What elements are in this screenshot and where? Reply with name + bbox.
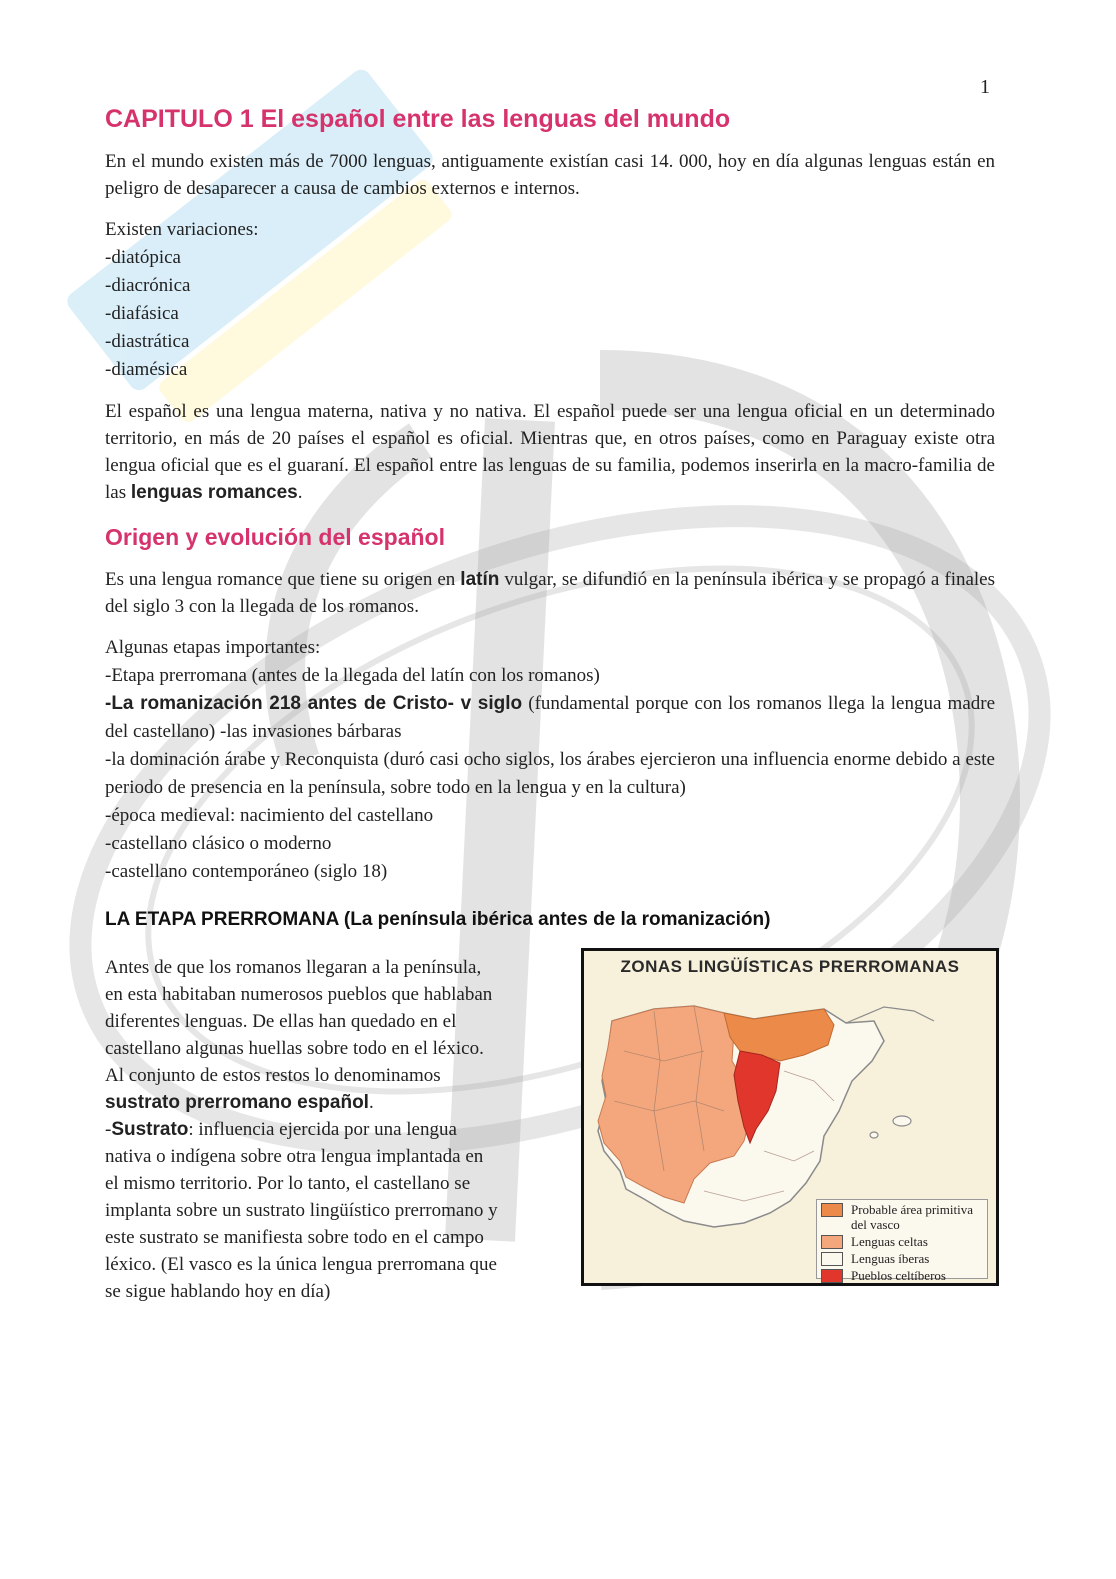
list-item: -castellano contemporáneo (siglo 18) (105, 861, 388, 882)
romanizacion-text: (fundamental porque con los romanos llega la lengua madre del castellano) -las invasiones bárbaras (105, 693, 996, 742)
prerromana-section (105, 954, 995, 1305)
list-item (105, 690, 995, 746)
legend-swatch (821, 1269, 843, 1283)
sustrato-definition: : influencia ejercida por una lengua (188, 1119, 457, 1140)
materna-end: . (297, 482, 303, 503)
origen-post: vulgar, se difundió en la península ibérica y se propagó a finales del siglo 3 con la llegada de los romanos. (105, 569, 996, 617)
list-item: -castellano clásico o moderno (105, 833, 332, 854)
text-line: en esta habitaban numerosos pueblos que hablaban (105, 984, 493, 1005)
etapas-list (105, 634, 995, 886)
sustrato-term: Sustrato (111, 1119, 189, 1140)
materna-paragraph (105, 398, 995, 506)
line-prefix: - (105, 1119, 112, 1140)
list-item: -Etapa prerromana (antes de la llegada del latín con los romanos) (105, 665, 600, 686)
line-end: . (368, 1092, 374, 1113)
text-line: diferentes lenguas. De ellas han quedado en el (105, 1011, 457, 1032)
variations-heading: Existen variaciones: (105, 219, 259, 240)
legend-label: Probable área primitiva del vasco (851, 1202, 974, 1232)
map-title: ZONAS LINGÜÍSTICAS PRERROMANAS (620, 957, 960, 976)
page-number: 1 (980, 76, 990, 98)
etapas-heading: Algunas etapas importantes: (105, 637, 321, 658)
legend-label: Lenguas íberas (851, 1251, 930, 1266)
legend-label: Pueblos celtíberos (851, 1268, 946, 1283)
origen-paragraph (105, 566, 995, 620)
prerromana-text (105, 954, 567, 1305)
text-line: castellano algunas huellas sobre todo en el léxico. (105, 1038, 484, 1059)
text-line: se sigue hablando hoy en día) (105, 1281, 331, 1302)
legend-item (821, 1251, 983, 1266)
text-line: léxico. (El vasco es la única lengua prerromana que (105, 1254, 497, 1275)
list-item: -diastrática (105, 331, 190, 352)
origen-pre: Es una lengua romance que tiene su origen en (105, 569, 456, 590)
text-line: este sustrato se manifiesta sobre todo en el campo (105, 1227, 484, 1248)
list-item: -época medieval: nacimiento del castellano (105, 805, 434, 826)
latin-term: latín (460, 569, 500, 590)
chapter-title: CAPITULO 1 El español entre las lenguas del mundo (105, 105, 731, 133)
legend-swatch (821, 1235, 843, 1249)
materna-text: El español es una lengua materna, nativa y no nativa. El español puede ser una lengua oficial en un determinado territorio, en más de 20 países el español es oficial. Mientras que, en otros países, como en Paraguay existe otra lengua oficial que es el guaraní. El español entre las lenguas de su familia, podemos inserirla en la macro-familia de las (105, 401, 995, 503)
document-body (105, 100, 995, 1305)
list-item: -la dominación árabe y Reconquista (duró casi ocho siglos, los árabes ejercieron una influencia enorme debido a este periodo de presencia en la península, sobre todo en la lengua y en la cultura) (105, 749, 995, 798)
list-item: -diacrónica (105, 275, 191, 296)
text-line: nativa o indígena sobre otra lengua implantada en (105, 1146, 484, 1167)
prerromana-map (581, 948, 999, 1286)
text-line: Antes de que los romanos llegaran a la península, (105, 957, 482, 978)
sustrato-prerromano-term: sustrato prerromano español (105, 1092, 369, 1113)
legend-item (821, 1202, 983, 1232)
variations-list (105, 216, 995, 384)
subsection-title: LA ETAPA PRERROMANA (La península ibérica antes de la romanización) (105, 909, 771, 930)
list-item: -diafásica (105, 303, 179, 324)
legend-label: Lenguas celtas (851, 1234, 928, 1249)
text-line: el mismo territorio. Por lo tanto, el castellano se (105, 1173, 471, 1194)
section-title: Origen y evolución del español (105, 524, 445, 550)
legend-item (821, 1268, 983, 1283)
list-item: -diatópica (105, 247, 181, 268)
list-item: -diamésica (105, 359, 188, 380)
legend-swatch (821, 1203, 843, 1217)
legend-swatch (821, 1252, 843, 1266)
text-line: Al conjunto de estos restos lo denominamos (105, 1065, 441, 1086)
map-legend (816, 1199, 988, 1283)
map-island (870, 1132, 878, 1138)
map-island (893, 1116, 911, 1126)
legend-item (821, 1234, 983, 1249)
lenguas-romances-term: lenguas romances (130, 482, 298, 503)
map-france-coast (846, 1007, 934, 1023)
intro-paragraph: En el mundo existen más de 7000 lenguas, antiguamente existían casi 14. 000, hoy en día algunas lenguas están en peligro de desaparecer a causa de cambios externos e internos. (105, 151, 995, 199)
text-line (105, 1116, 567, 1143)
romanizacion-term: -La romanización 218 antes de Cristo- v siglo (105, 693, 523, 714)
text-line (105, 1089, 567, 1116)
text-line: implanta sobre un sustrato lingüístico prerromano y (105, 1200, 498, 1221)
